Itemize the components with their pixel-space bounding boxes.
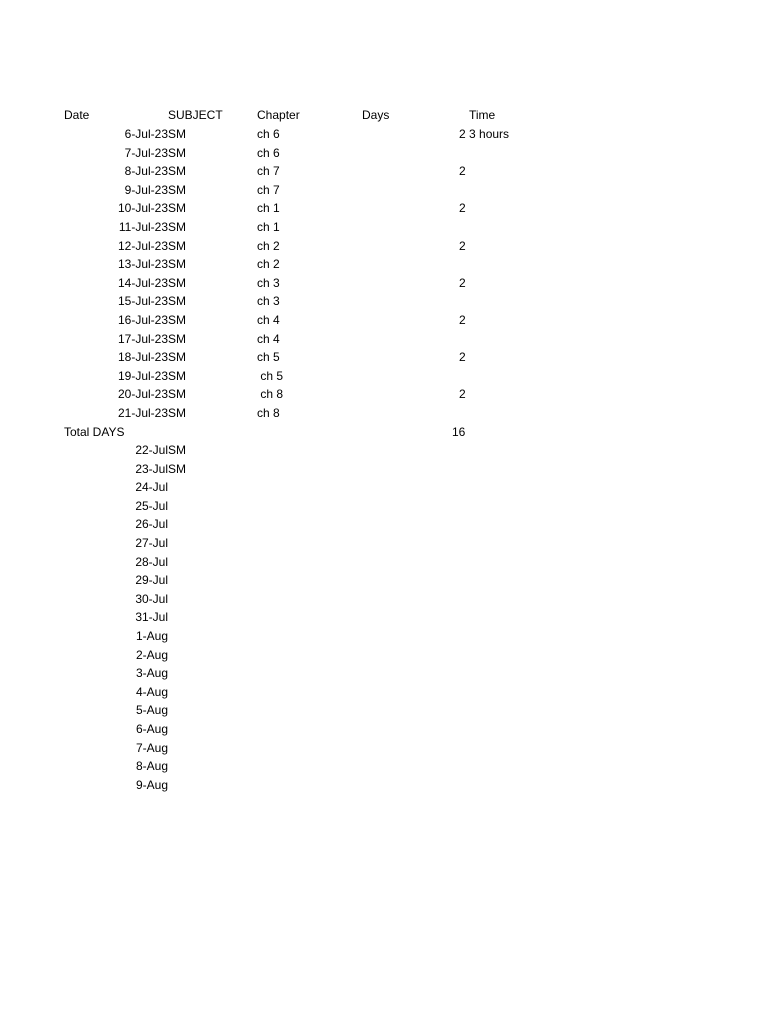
- table-row: [0, 125, 768, 144]
- row-date: 17-Jul-23: [117, 331, 168, 346]
- row-chapter: ch 2: [257, 238, 280, 253]
- extra-date: 30-Jul: [135, 591, 168, 606]
- list-item: [0, 646, 768, 665]
- row-subject: SM: [168, 294, 186, 309]
- row-subject: SM: [168, 182, 186, 197]
- row-subject: SM: [168, 257, 186, 272]
- row-subject: SM: [168, 275, 186, 290]
- list-item: [0, 460, 768, 479]
- row-subject: SM: [168, 145, 186, 160]
- table-row: [0, 292, 768, 311]
- table-row: [0, 199, 768, 218]
- row-subject: SM: [168, 313, 186, 327]
- list-item: [0, 534, 768, 553]
- row-date: 13-Jul-23: [117, 257, 168, 272]
- extra-date: 25-Jul: [135, 498, 168, 513]
- list-item: [0, 720, 768, 739]
- extra-date: 9-Aug: [135, 777, 168, 792]
- row-date: 8-Jul-23: [124, 164, 168, 179]
- row-subject: SM: [168, 368, 186, 383]
- list-item: [0, 701, 768, 720]
- table-row: [0, 348, 768, 367]
- row-subject: SM: [168, 238, 186, 253]
- list-item: [0, 441, 768, 460]
- row-chapter: ch 1: [257, 201, 280, 216]
- table-row: [0, 181, 768, 200]
- row-time: 2 3 hours: [459, 127, 510, 141]
- total-row: [0, 423, 768, 442]
- row-date: 19-Jul-23: [117, 368, 168, 383]
- row-date: 12-Jul-23: [117, 238, 168, 253]
- row-time: 2: [459, 313, 466, 327]
- row-date: 10-Jul-23: [117, 201, 168, 216]
- row-subject: SM: [168, 350, 186, 365]
- extra-date: 31-Jul: [135, 610, 168, 625]
- row-chapter: ch 4: [257, 331, 280, 346]
- list-item: [0, 683, 768, 702]
- table-row: [0, 330, 768, 349]
- list-item: [0, 776, 768, 795]
- header-days: Days: [362, 108, 390, 122]
- row-subject: SM: [168, 406, 186, 420]
- row-date: 9-Jul-23: [124, 182, 168, 197]
- row-time: 2: [459, 238, 466, 253]
- extra-date: 28-Jul: [135, 554, 168, 569]
- extra-subject: SM: [168, 443, 186, 457]
- row-date: 7-Jul-23: [124, 145, 168, 160]
- extra-date: 4-Aug: [135, 684, 168, 699]
- list-item: [0, 571, 768, 590]
- row-chapter: ch 3: [257, 275, 280, 290]
- extra-date: 23-Jul: [135, 461, 168, 476]
- row-chapter: ch 6: [257, 127, 280, 141]
- row-chapter: ch 7: [257, 164, 280, 179]
- table-row: [0, 404, 768, 423]
- header-subject: SUBJECT: [168, 108, 223, 122]
- row-date: 6-Jul-23: [124, 127, 168, 141]
- row-chapter: ch 2: [257, 257, 280, 272]
- row-time: 2: [459, 275, 466, 290]
- extra-date: 1-Aug: [135, 629, 168, 643]
- header-date: Date: [64, 108, 90, 122]
- row-date: 16-Jul-23: [117, 313, 168, 327]
- row-date: 18-Jul-23: [117, 350, 168, 365]
- table-row: [0, 218, 768, 237]
- extra-subject: SM: [168, 461, 186, 476]
- row-subject: SM: [168, 331, 186, 346]
- table-row: [0, 144, 768, 163]
- extra-date: 26-Jul: [135, 517, 168, 532]
- row-chapter: ch 6: [257, 145, 280, 160]
- total-value: 16: [452, 425, 466, 439]
- table-row: [0, 162, 768, 181]
- header-chapter: Chapter: [257, 108, 300, 122]
- header-time: Time: [469, 108, 496, 122]
- row-chapter: ch 8: [257, 387, 284, 402]
- table-row: [0, 367, 768, 386]
- list-item: [0, 627, 768, 646]
- row-subject: SM: [168, 387, 186, 402]
- table-row: [0, 385, 768, 404]
- list-item: [0, 478, 768, 497]
- list-item: [0, 608, 768, 627]
- extra-date: 3-Aug: [135, 666, 168, 681]
- row-date: 14-Jul-23: [117, 275, 168, 290]
- table-row: [0, 274, 768, 293]
- row-date: 11-Jul-23: [118, 220, 168, 234]
- table-row: [0, 237, 768, 256]
- row-time: 2: [459, 201, 466, 216]
- row-chapter: ch 7: [257, 182, 280, 197]
- row-chapter: ch 5: [257, 368, 284, 383]
- table-row: [0, 255, 768, 274]
- extra-date: 27-Jul: [135, 536, 168, 550]
- row-date: 15-Jul-23: [117, 294, 168, 309]
- row-subject: SM: [168, 164, 186, 179]
- total-label: Total DAYS: [64, 425, 125, 439]
- row-chapter: ch 5: [257, 350, 280, 365]
- header-row: [0, 106, 768, 125]
- table-row: [0, 311, 768, 330]
- extra-date: 6-Aug: [135, 722, 168, 736]
- list-item: [0, 497, 768, 516]
- extra-date: 24-Jul: [135, 480, 168, 495]
- row-chapter: ch 3: [257, 294, 280, 309]
- row-subject: SM: [168, 220, 186, 234]
- row-time: 2: [459, 387, 466, 402]
- list-item: [0, 553, 768, 572]
- list-item: [0, 739, 768, 758]
- extra-date: 5-Aug: [135, 703, 168, 718]
- row-chapter: ch 1: [257, 220, 280, 234]
- list-item: [0, 757, 768, 776]
- extra-date: 29-Jul: [135, 573, 168, 588]
- extra-date: 22-Jul: [135, 443, 168, 457]
- row-date: 20-Jul-23: [117, 387, 168, 402]
- row-chapter: ch 8: [257, 406, 280, 420]
- extra-date: 8-Aug: [135, 759, 168, 774]
- row-time: 2: [459, 350, 466, 365]
- extra-date: 7-Aug: [135, 740, 168, 755]
- extra-date: 2-Aug: [135, 647, 168, 662]
- row-subject: SM: [168, 127, 186, 141]
- list-item: [0, 515, 768, 534]
- row-date: 21-Jul-23: [117, 406, 168, 420]
- row-time: 2: [459, 164, 466, 179]
- row-chapter: ch 4: [257, 313, 280, 327]
- list-item: [0, 664, 768, 683]
- list-item: [0, 590, 768, 609]
- row-subject: SM: [168, 201, 186, 216]
